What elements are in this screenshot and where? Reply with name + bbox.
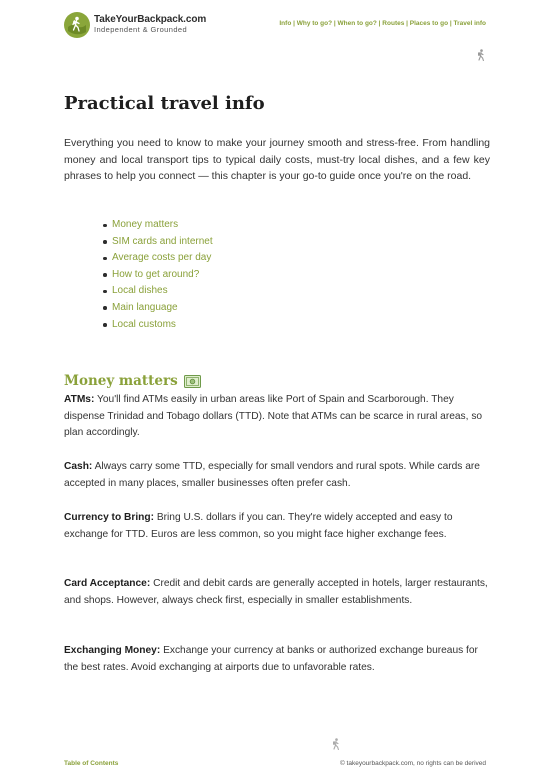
money-banknote-icon (184, 375, 201, 393)
brand-tagline: Independent & Grounded (94, 25, 188, 34)
label-currency: Currency to Bring: (64, 512, 154, 523)
paragraph-atms (64, 392, 490, 442)
hiker-icon (476, 48, 486, 66)
toc-link-local-customs[interactable]: Local customs (103, 317, 213, 334)
table-of-contents-link[interactable]: Table of Contents (64, 760, 119, 767)
paragraph-card-acceptance (64, 576, 490, 609)
text-card-acceptance: Credit and debit cards are generally accepted in hotels, larger restaurants, and shops. However, always check first, especially in smaller establishments. (64, 578, 488, 606)
top-navigation[interactable]: Info | Why to go? | When to go? | Routes | Places to go | Travel info (279, 20, 486, 27)
page-header (0, 0, 550, 50)
paragraph-exchanging (64, 643, 490, 676)
toc-link-average-costs[interactable]: Average costs per day (103, 250, 213, 267)
intro-paragraph: Everything you need to know to make your journey smooth and stress-free. From handling money and local transport tips to typical daily costs, must-try local dishes, and a few key phrases to help you connect — this chapter is your go-to guide once you're on the road. (64, 137, 490, 182)
toc-link-local-dishes[interactable]: Local dishes (103, 283, 213, 300)
text-currency: Bring U.S. dollars if you can. They're widely accepted and easy to exchange for TTD. Euros are less common, so you might face higher exchange fees. (64, 512, 453, 540)
toc-link-money-matters[interactable]: Money matters (103, 217, 213, 234)
label-atms: ATMs: (64, 394, 95, 405)
label-cash: Cash: (64, 461, 93, 472)
hiker-icon (331, 737, 341, 755)
copyright-notice: © takeyourbackpack.com, no rights can be derived (339, 760, 486, 767)
text-exchanging: Exchange your currency at banks or authorized exchange bureaus for the best rates. Avoid exchanging at airports due to unfavorable rates. (64, 645, 478, 673)
label-card-acceptance: Card Acceptance: (64, 578, 151, 589)
label-exchanging: Exchanging Money: (64, 645, 161, 656)
paragraph-currency (64, 510, 490, 543)
brand[interactable] (94, 14, 206, 34)
toc-link-main-language[interactable]: Main language (103, 300, 213, 317)
text-cash: Always carry some TTD, especially for small vendors and rural spots. While cards are accepted in many places, smaller businesses often prefer cash. (64, 461, 480, 489)
toc-link-sim-cards[interactable]: SIM cards and internet (103, 234, 213, 251)
page-title: Practical travel info (64, 93, 265, 114)
toc-link-getting-around[interactable]: How to get around? (103, 267, 213, 284)
section-title: Money matters (64, 373, 178, 389)
hiker-on-globe-icon[interactable] (64, 12, 90, 38)
chapter-contents-list (103, 217, 213, 333)
brand-name: TakeYourBackpack.com (94, 14, 207, 25)
paragraph-cash (64, 459, 490, 492)
text-atms: You'll find ATMs easily in urban areas like Port of Spain and Scarborough. They dispense Trinidad and Tobago dollars (TTD). Note that ATMs can be scarce in rural areas, so plan accordingly. (64, 394, 483, 438)
